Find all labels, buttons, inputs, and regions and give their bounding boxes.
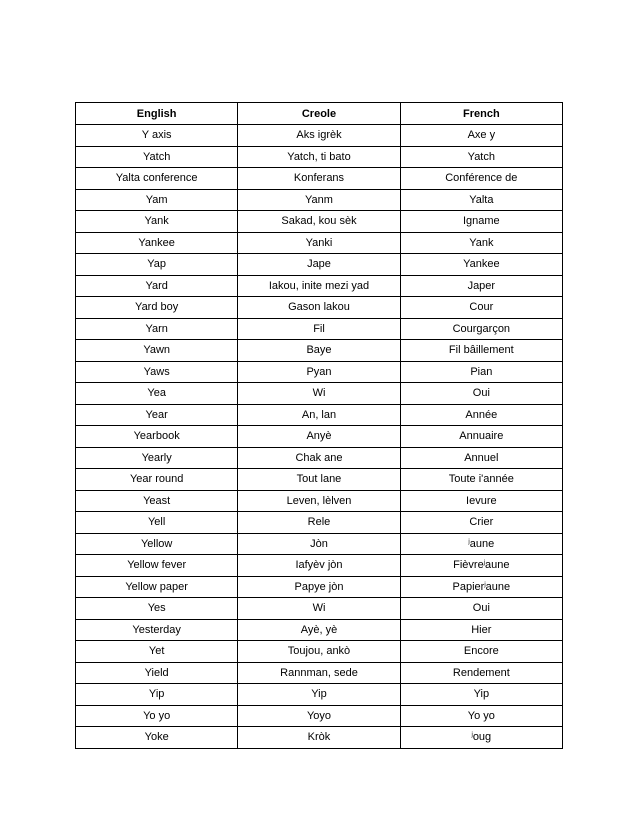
french-cell: Yank <box>400 232 562 254</box>
creole-cell: Fil <box>238 318 400 340</box>
creole-cell: Konferans <box>238 168 400 190</box>
english-cell: Yawn <box>76 340 238 362</box>
creole-cell: Wi <box>238 598 400 620</box>
table-row <box>76 512 563 534</box>
table-row <box>76 490 563 512</box>
english-cell: Yard <box>76 275 238 297</box>
table-row <box>76 705 563 727</box>
table-row <box>76 232 563 254</box>
english-cell: Yellow <box>76 533 238 555</box>
table-row <box>76 598 563 620</box>
creole-cell: Rannman, sede <box>238 662 400 684</box>
english-cell: Year <box>76 404 238 426</box>
english-cell: Yell <box>76 512 238 534</box>
creole-cell: Kròk <box>238 727 400 749</box>
table-row <box>76 361 563 383</box>
french-cell: $^j$aune <box>400 533 562 555</box>
table-row <box>76 211 563 233</box>
english-cell: Yap <box>76 254 238 276</box>
table-row <box>76 297 563 319</box>
table-row <box>76 404 563 426</box>
french-cell: Yalta <box>400 189 562 211</box>
table-body <box>76 125 563 749</box>
english-cell: Year round <box>76 469 238 491</box>
creole-cell: Jòn <box>238 533 400 555</box>
french-cell: Annuel <box>400 447 562 469</box>
table-row <box>76 426 563 448</box>
french-cell: Igname <box>400 211 562 233</box>
english-cell: Yaws <box>76 361 238 383</box>
table-row <box>76 533 563 555</box>
french-cell: Ievure <box>400 490 562 512</box>
french-cell: Cour <box>400 297 562 319</box>
english-cell: Yip <box>76 684 238 706</box>
creole-cell: Wi <box>238 383 400 405</box>
english-cell: Yank <box>76 211 238 233</box>
creole-cell: Ayè, yè <box>238 619 400 641</box>
french-cell: Yatch <box>400 146 562 168</box>
english-cell: Yam <box>76 189 238 211</box>
english-cell: Y axis <box>76 125 238 147</box>
english-cell: Yield <box>76 662 238 684</box>
table-row <box>76 576 563 598</box>
french-cell: Année <box>400 404 562 426</box>
english-cell: Yes <box>76 598 238 620</box>
creole-cell: Papye jòn <box>238 576 400 598</box>
french-cell: Yo yo <box>400 705 562 727</box>
table-row <box>76 168 563 190</box>
creole-cell: Gason lakou <box>238 297 400 319</box>
french-cell: Axe y <box>400 125 562 147</box>
table-row <box>76 275 563 297</box>
creole-cell: Jape <box>238 254 400 276</box>
table-row <box>76 684 563 706</box>
french-cell: Crier <box>400 512 562 534</box>
table-row <box>76 340 563 362</box>
creole-cell: Yip <box>238 684 400 706</box>
table-row <box>76 383 563 405</box>
french-cell: Oui <box>400 383 562 405</box>
glossary-table <box>75 102 563 749</box>
french-cell: Toute i'année <box>400 469 562 491</box>
table-row <box>76 469 563 491</box>
english-cell: Yarn <box>76 318 238 340</box>
creole-cell: Yoyo <box>238 705 400 727</box>
french-cell: $^j$oug <box>400 727 562 749</box>
creole-cell: Iakou, inite mezi yad <box>238 275 400 297</box>
english-cell: Yeast <box>76 490 238 512</box>
french-cell: Conférence de <box>400 168 562 190</box>
creole-cell: Yanm <box>238 189 400 211</box>
french-cell: Hier <box>400 619 562 641</box>
english-cell: Yard boy <box>76 297 238 319</box>
english-cell: Yo yo <box>76 705 238 727</box>
french-cell: Papier$^j$aune <box>400 576 562 598</box>
creole-cell: Baye <box>238 340 400 362</box>
creole-cell: Aks igrèk <box>238 125 400 147</box>
table-row <box>76 254 563 276</box>
creole-cell: Chak ane <box>238 447 400 469</box>
creole-cell: Tout lane <box>238 469 400 491</box>
english-cell: Yellow fever <box>76 555 238 577</box>
table-row <box>76 662 563 684</box>
english-cell: Yearly <box>76 447 238 469</box>
table-row <box>76 641 563 663</box>
french-cell: Fil bâillement <box>400 340 562 362</box>
header-creole: Creole <box>238 103 400 125</box>
english-cell: Yoke <box>76 727 238 749</box>
creole-cell: Yatch, ti bato <box>238 146 400 168</box>
english-cell: Yearbook <box>76 426 238 448</box>
table-row <box>76 318 563 340</box>
french-cell: Courgarçon <box>400 318 562 340</box>
french-cell: Yip <box>400 684 562 706</box>
creole-cell: Leven, lèlven <box>238 490 400 512</box>
creole-cell: Anyè <box>238 426 400 448</box>
french-cell: Fièvre$^j$aune <box>400 555 562 577</box>
french-cell: Japer <box>400 275 562 297</box>
creole-cell: Yanki <box>238 232 400 254</box>
header-french: French <box>400 103 562 125</box>
header-english: English <box>76 103 238 125</box>
english-cell: Yankee <box>76 232 238 254</box>
creole-cell: Rele <box>238 512 400 534</box>
table-row <box>76 555 563 577</box>
french-cell: Annuaire <box>400 426 562 448</box>
french-cell: Pian <box>400 361 562 383</box>
table-row <box>76 447 563 469</box>
english-cell: Yalta conference <box>76 168 238 190</box>
english-cell: Yatch <box>76 146 238 168</box>
creole-cell: Sakad, kou sèk <box>238 211 400 233</box>
french-cell: Encore <box>400 641 562 663</box>
creole-cell: Toujou, ankò <box>238 641 400 663</box>
table-row <box>76 619 563 641</box>
french-cell: Yankee <box>400 254 562 276</box>
table-row <box>76 727 563 749</box>
french-cell: Oui <box>400 598 562 620</box>
table-header-row <box>76 103 563 125</box>
creole-cell: Pyan <box>238 361 400 383</box>
english-cell: Yet <box>76 641 238 663</box>
english-cell: Yea <box>76 383 238 405</box>
english-cell: Yellow paper <box>76 576 238 598</box>
creole-cell: Iafyèv jòn <box>238 555 400 577</box>
french-cell: Rendement <box>400 662 562 684</box>
table-row <box>76 189 563 211</box>
table-row <box>76 146 563 168</box>
table-row <box>76 125 563 147</box>
english-cell: Yesterday <box>76 619 238 641</box>
creole-cell: An, lan <box>238 404 400 426</box>
